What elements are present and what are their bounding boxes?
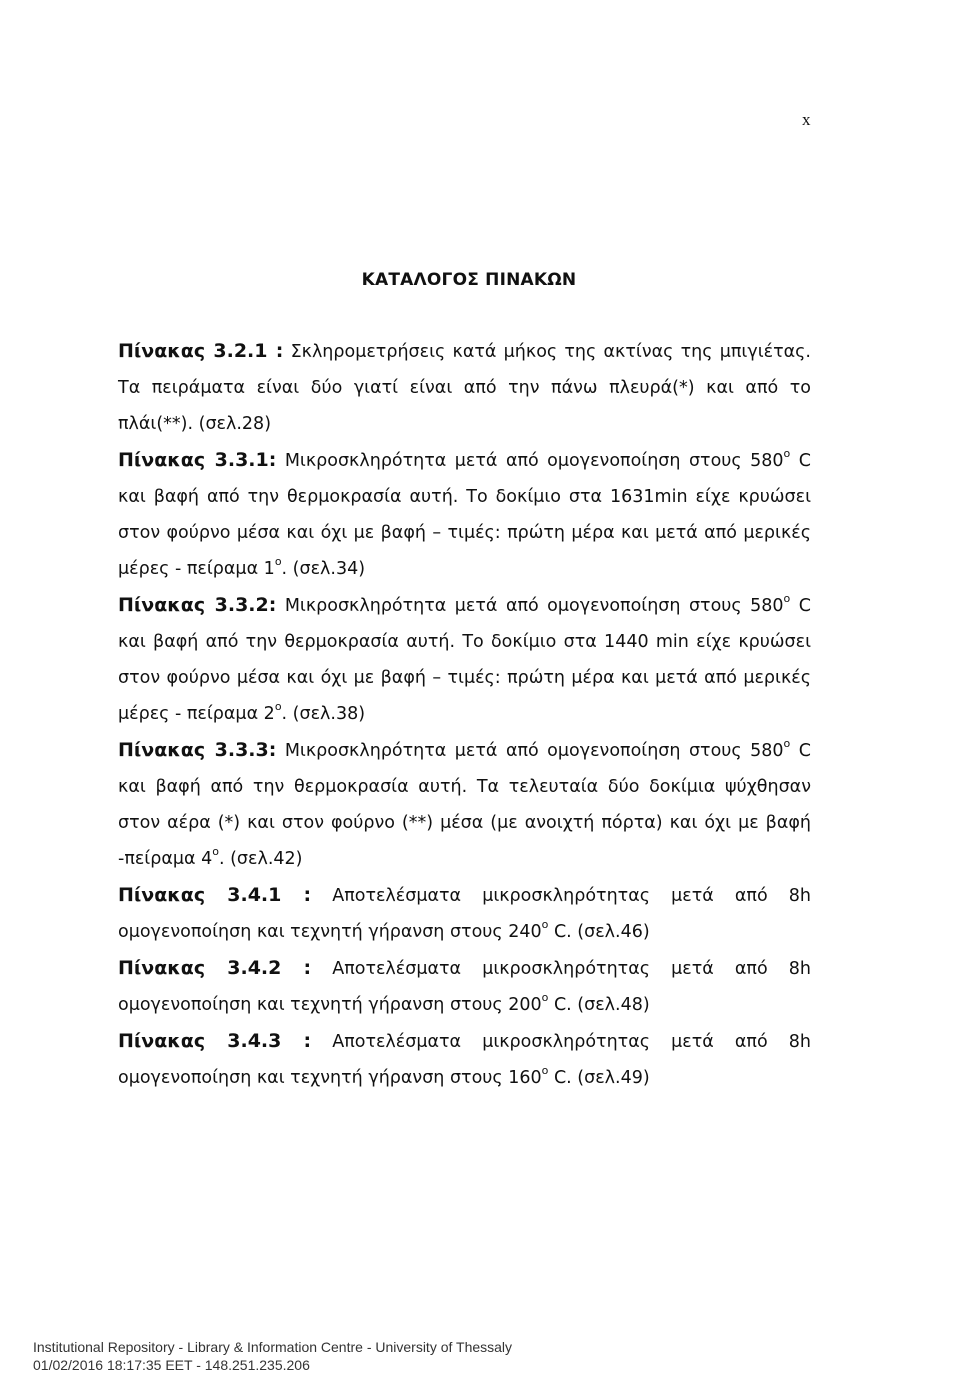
entry-text: C. (σελ.49) xyxy=(548,1068,650,1088)
entry-text: C και βαφή από την θερμοκρασία αυτή. Τα τελευταία δύο δοκίμια ψύχθησαν στον αέρα (*) και στον φούρνο (**) μέσα (με ανοιχτή πόρτα) και όχι με βαφή -πείραμα 4 xyxy=(118,741,811,869)
table-label: Πίνακας 3.3.3: xyxy=(118,739,277,761)
degree-mark: ο xyxy=(783,737,791,751)
repository-footer xyxy=(33,1338,512,1374)
table-label: Πίνακας 3.3.1: xyxy=(118,449,277,471)
degree-mark: ο xyxy=(541,918,549,932)
degree-mark: ο xyxy=(783,592,791,606)
degree-mark: ο xyxy=(541,1064,549,1078)
entry-text: Μικροσκληρότητα μετά από ομογενοποίηση στους 580 xyxy=(276,741,784,761)
entry-text: C και βαφή από την θερμοκρασία αυτή. Το δοκίμιο στα 1631min είχε κρυώσει στον φούρνο μέσα και όχι με βαφή – τιμές: πρώτη μέρα και μετά από μερικές μέρες - πείραμα 1 xyxy=(118,451,811,579)
entry-text: Αποτελέσματα μικροσκληρότητας μετά από 8h ομογενοποίηση και τεχνητή γήρανση στους 240 xyxy=(118,886,811,942)
table-label: Πίνακας 3.3.2: xyxy=(118,594,277,616)
entry-text: Αποτελέσματα μικροσκληρότητας μετά από 8h ομογενοποίηση και τεχνητή γήρανση στους 160 xyxy=(118,1032,811,1088)
page-number: x xyxy=(802,110,811,129)
list-item xyxy=(118,950,811,1023)
entry-text: C. (σελ.46) xyxy=(548,922,650,942)
list-item xyxy=(118,333,811,442)
ordinal-mark: ο xyxy=(212,845,219,859)
list-item xyxy=(118,587,811,732)
entry-text: Μικροσκληρότητα μετά από ομογενοποίηση στους 580 xyxy=(276,451,784,471)
entry-text: Αποτελέσματα μικροσκληρότητας μετά από 8h ομογενοποίηση και τεχνητή γήρανση στους 200 xyxy=(118,959,811,1015)
list-item xyxy=(118,877,811,950)
degree-mark: ο xyxy=(783,447,791,461)
entry-text: C και βαφή από την θερμοκρασία αυτή. Το δοκίμιο στα 1440 min είχε κρυώσει στον φούρνο μέσα και όχι με βαφή – τιμές: πρώτη μέρα και μετά από μερικές μέρες - πείραμα 2 xyxy=(118,596,811,724)
list-item xyxy=(118,1023,811,1096)
entry-text: . (σελ.38) xyxy=(281,704,366,724)
entry-text: Μικροσκληρότητα μετά από ομογενοποίηση στους 580 xyxy=(276,596,784,616)
footer-line: Institutional Repository - Library & Information Centre - University of Thessaly xyxy=(33,1339,513,1355)
page-title: ΚΑΤΑΛΟΓΟΣ ΠΙΝΑΚΩΝ xyxy=(361,270,577,290)
list-item xyxy=(118,442,811,587)
ordinal-mark: ο xyxy=(274,555,282,569)
list-item xyxy=(118,732,811,877)
entry-text: . (σελ.34) xyxy=(281,559,366,579)
table-label: Πίνακας 3.4.1 : xyxy=(118,884,312,906)
degree-mark: ο xyxy=(541,991,549,1005)
entry-text: . (σελ.42) xyxy=(218,849,303,869)
table-label: Πίνακας 3.4.2 : xyxy=(118,957,312,979)
table-label: Πίνακας 3.4.3 : xyxy=(118,1030,312,1052)
footer-timestamp: 01/02/2016 18:17:35 EET - 148.251.235.206 xyxy=(33,1357,310,1373)
entry-text: C. (σελ.48) xyxy=(548,995,650,1015)
ordinal-mark: ο xyxy=(274,700,282,714)
table-label: Πίνακας 3.2.1 : xyxy=(118,340,284,362)
table-list xyxy=(118,333,811,1096)
entry-text: Σκληρομετρήσεις κατά μήκος της ακτίνας της μπιγιέτας. Τα πειράματα είναι δύο γιατί είναι από την πάνω πλευρά(*) και από το πλάι(**). (σελ.28) xyxy=(118,342,811,434)
